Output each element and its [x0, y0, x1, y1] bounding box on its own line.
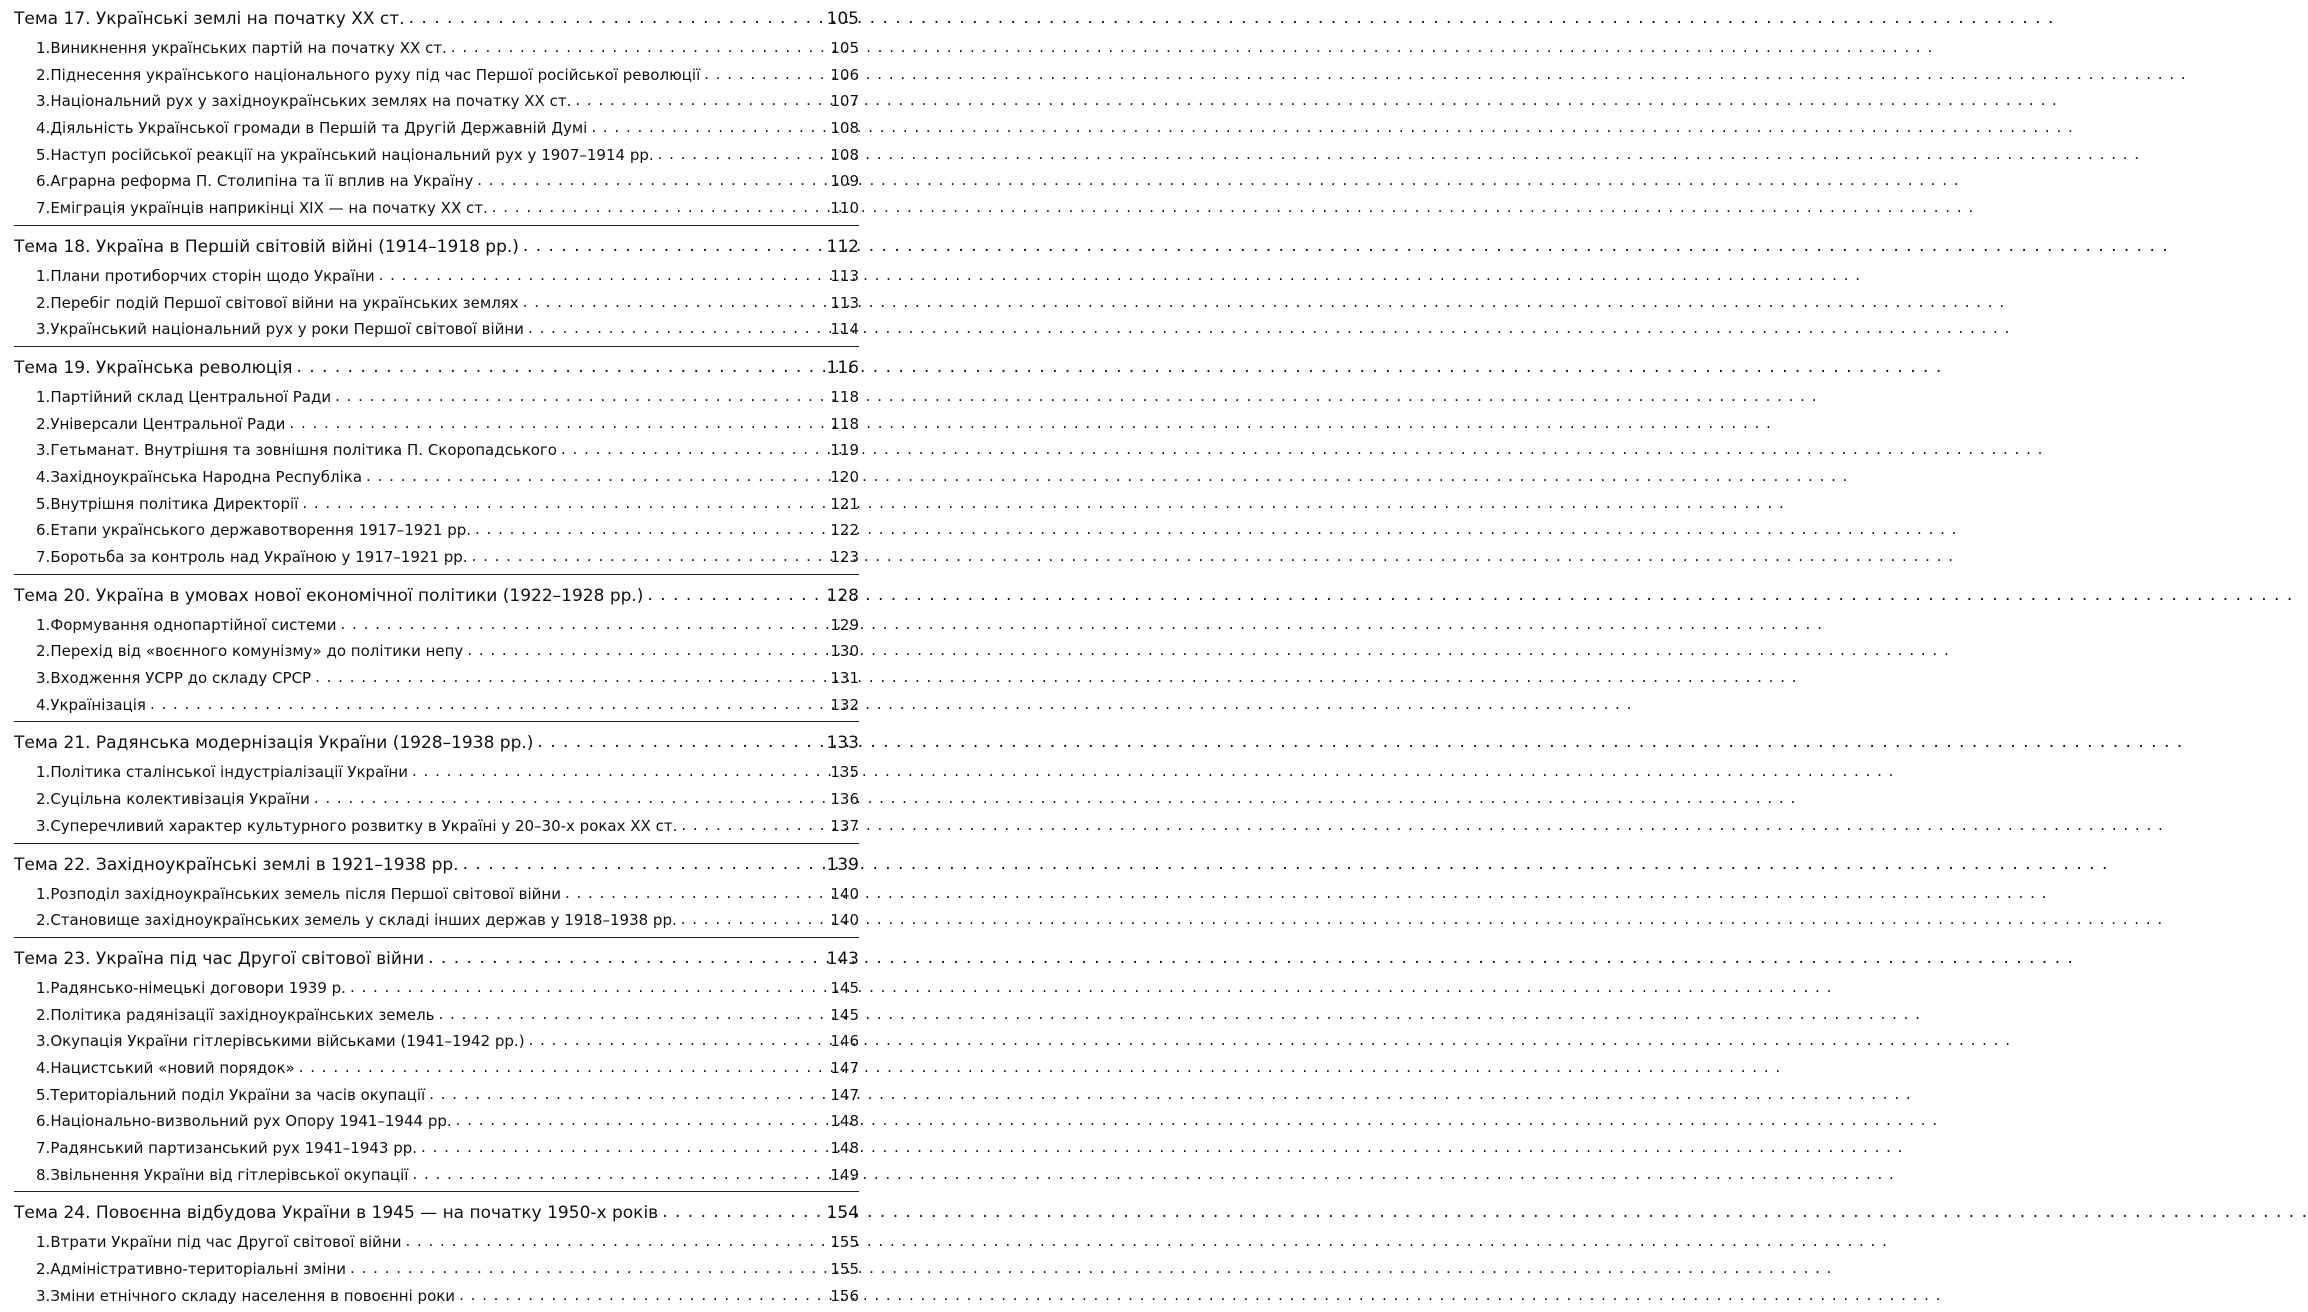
subtopic-page-number: 132 — [830, 695, 859, 714]
toc-subtopic-entry[interactable] — [14, 881, 859, 908]
dot-leader — [412, 758, 821, 785]
dot-leader — [299, 1054, 821, 1081]
subtopic-page-number: 145 — [830, 978, 859, 997]
subtopic-title: Західноукраїнська Народна Республіка — [50, 467, 363, 486]
toc-topic-section — [14, 728, 859, 843]
subtopic-page-number: 114 — [830, 320, 859, 339]
dot-leader — [314, 785, 821, 812]
subtopic-number: 6. — [36, 172, 51, 191]
subtopic-number: 2. — [36, 1005, 51, 1024]
subtopic-page-number: 105 — [830, 39, 859, 57]
subtopic-page-number: 108 — [830, 119, 859, 138]
subtopic-number: 5. — [36, 145, 51, 164]
toc-subtopic-entry[interactable] — [14, 316, 859, 343]
dot-leader — [475, 516, 821, 543]
toc-subtopic-entry[interactable] — [14, 813, 859, 840]
toc-subtopic-entry[interactable] — [14, 907, 859, 934]
toc-subtopic-entry[interactable] — [14, 786, 859, 813]
subtopic-title: Боротьба за контроль над Україною у 1917–1921 рр. — [50, 548, 468, 566]
subtopic-title: Національний рух у західноукраїнських землях на початку XX ст. — [50, 92, 572, 111]
toc-topic-section — [14, 4, 859, 226]
subtopic-page-number: 129 — [830, 615, 859, 634]
toc-subtopic-entry[interactable] — [14, 692, 859, 719]
subtopic-title: Звільнення України від гітлерівської окупації — [50, 1165, 409, 1184]
toc-subtopic-entry[interactable] — [14, 1256, 859, 1283]
subtopic-number: 7. — [36, 548, 51, 566]
topic-title: Тема 21. Радянська модернізація України (1928–1938 рр.) — [14, 733, 534, 754]
subtopic-title: Окупація України гітлерівськими військами (1941–1942 рр.) — [50, 1032, 525, 1051]
topic-page-number: 139 — [826, 854, 859, 875]
subtopic-number: 1. — [36, 615, 51, 634]
subtopic-title: Універсали Центральної Ради — [50, 414, 286, 433]
topic-page-number: 143 — [826, 948, 859, 969]
toc-subtopic-entry[interactable] — [14, 665, 859, 692]
topic-page-number: 133 — [826, 733, 859, 754]
subtopic-title: Становище західноукраїнських земель у складі інших держав у 1918–1938 рр. — [50, 911, 677, 930]
subtopic-page-number: 145 — [830, 1005, 859, 1024]
subtopic-page-number: 140 — [830, 911, 859, 930]
subtopic-number: 1. — [36, 387, 51, 406]
dot-leader — [561, 436, 821, 463]
toc-subtopic-entry[interactable] — [14, 638, 859, 665]
subtopic-number: 3. — [36, 320, 51, 339]
toc-subtopic-entry[interactable] — [14, 975, 859, 1002]
subtopic-title: Територіальний поділ України за часів окупації — [50, 1085, 426, 1104]
subtopic-title: Формування однопартійної системи — [50, 615, 337, 634]
toc-topic-entry[interactable] — [14, 728, 859, 759]
subtopic-number: 4. — [36, 467, 51, 486]
subtopic-page-number: 109 — [830, 172, 859, 191]
subtopic-title: Розподіл західноукраїнських земель після Першої світової війни — [50, 884, 561, 903]
dot-leader — [289, 410, 821, 437]
subtopic-page-number: 119 — [830, 441, 859, 460]
subtopic-page-number: 118 — [830, 387, 859, 406]
toc-topic-section — [14, 581, 859, 723]
toc-subtopic-entry[interactable] — [14, 1108, 859, 1135]
dot-leader — [315, 664, 821, 691]
subtopic-number: 8. — [36, 1165, 51, 1184]
subtopic-page-number: 113 — [830, 293, 859, 312]
subtopic-title: Національно-визвольний рух Опору 1941–1944 рр. — [50, 1112, 452, 1131]
toc-subtopic-entry[interactable] — [14, 263, 859, 290]
dot-leader — [658, 141, 821, 168]
dot-leader — [477, 167, 821, 194]
subtopic-title: Виникнення українських партій на початку XX ст. — [50, 39, 447, 57]
topic-page-number: 105 — [826, 9, 859, 29]
dot-leader — [340, 611, 821, 638]
toc-subtopic-entry[interactable] — [14, 142, 859, 169]
toc-topic-section — [14, 850, 859, 938]
topic-page-number: 112 — [826, 236, 859, 257]
subtopic-page-number: 107 — [830, 92, 859, 111]
toc-subtopic-entry[interactable] — [14, 1055, 859, 1082]
subtopic-number: 3. — [36, 441, 51, 460]
dot-leader — [439, 1001, 821, 1028]
toc-topic-entry[interactable] — [14, 944, 859, 975]
subtopic-title: Українізація — [50, 695, 146, 714]
subtopic-title: Суцільна колективізація України — [50, 790, 310, 809]
toc-subtopic-entry[interactable] — [14, 1283, 859, 1310]
toc-subtopic-entry[interactable] — [14, 411, 859, 438]
toc-topic-section — [14, 353, 859, 575]
dot-leader — [681, 906, 821, 933]
subtopic-page-number: 110 — [830, 199, 859, 218]
dot-leader — [335, 383, 821, 410]
dot-leader — [523, 231, 821, 262]
dot-leader — [662, 1197, 821, 1228]
toc-subtopic-entry[interactable] — [14, 1229, 859, 1256]
subtopic-page-number: 118 — [830, 414, 859, 433]
subtopic-number: 2. — [36, 790, 51, 809]
subtopic-page-number: 155 — [830, 1260, 859, 1279]
topic-page-number: 116 — [826, 357, 859, 378]
toc-topic-entry[interactable] — [14, 353, 859, 384]
subtopic-number: 3. — [36, 1032, 51, 1051]
dot-leader — [523, 289, 821, 316]
subtopic-number: 1. — [36, 39, 51, 57]
toc-subtopic-entry[interactable] — [14, 1082, 859, 1109]
subtopic-title: Зміни етнічного складу населення в повоєнні роки — [50, 1286, 456, 1305]
toc-subtopic-entry[interactable] — [14, 88, 859, 115]
subtopic-number: 6. — [36, 521, 51, 540]
subtopic-number: 2. — [36, 65, 51, 84]
dot-leader — [421, 1134, 821, 1161]
toc-topic-entry[interactable] — [14, 232, 859, 263]
subtopic-page-number: 147 — [830, 1085, 859, 1104]
topic-title: Тема 17. Українські землі на початку XX ст. — [14, 9, 405, 29]
dot-leader — [565, 880, 821, 907]
subtopic-number: 4. — [36, 695, 51, 714]
subtopic-title: Внутрішня політика Директорії — [50, 494, 299, 513]
subtopic-number: 2. — [36, 642, 51, 661]
topic-title: Тема 22. Західноукраїнські землі в 1921–1938 рр. — [14, 854, 459, 875]
topic-title: Тема 24. Повоєнна відбудова України в 1945 — на початку 1950-х років — [14, 1203, 659, 1224]
toc-subtopic-entry[interactable] — [14, 1162, 859, 1189]
dot-leader — [492, 194, 821, 221]
topic-title: Тема 23. Україна під час Другої світової війни — [14, 948, 425, 969]
subtopic-number: 3. — [36, 1286, 51, 1305]
subtopic-title: Адміністративно-територіальні зміни — [50, 1260, 347, 1279]
subtopic-page-number: 131 — [830, 669, 859, 688]
dot-leader — [302, 490, 821, 517]
dot-leader — [428, 943, 821, 974]
subtopic-number: 1. — [36, 978, 51, 997]
dot-leader — [681, 812, 821, 839]
subtopic-page-number: 156 — [830, 1286, 859, 1305]
dot-leader — [537, 727, 821, 758]
toc-topic-entry[interactable] — [14, 581, 859, 612]
subtopic-title: Плани протиборчих сторін щодо України — [50, 266, 375, 285]
topic-page-number: 154 — [826, 1203, 859, 1224]
toc-subtopic-entry[interactable] — [14, 35, 859, 62]
toc-subtopic-entry[interactable] — [14, 1028, 859, 1055]
subtopic-number: 2. — [36, 1260, 51, 1279]
subtopic-page-number: 136 — [830, 790, 859, 809]
toc-topic-section — [14, 944, 859, 1193]
toc-topic-section — [14, 1198, 859, 1312]
toc-subtopic-entry[interactable] — [14, 384, 859, 411]
toc-subtopic-entry[interactable] — [14, 437, 859, 464]
subtopic-number: 1. — [36, 1233, 51, 1252]
toc-subtopic-entry[interactable] — [14, 612, 859, 639]
subtopic-page-number: 149 — [830, 1165, 859, 1184]
toc-subtopic-entry[interactable] — [14, 290, 859, 317]
subtopic-title: Гетьманат. Внутрішня та зовнішня політика П. Скоропадського — [50, 441, 557, 460]
subtopic-title: Діяльність Української громади в Першій та Другій Державній Думі — [50, 119, 588, 138]
toc-subtopic-entry[interactable] — [14, 517, 859, 544]
subtopic-page-number: 148 — [830, 1139, 859, 1157]
subtopic-number: 7. — [36, 199, 51, 218]
subtopic-title: Еміграція українців наприкінці XIX — на початку XX ст. — [50, 199, 488, 218]
subtopic-page-number: 148 — [830, 1112, 859, 1131]
toc-topic-entry[interactable] — [14, 1198, 859, 1229]
subtopic-page-number: 147 — [830, 1058, 859, 1077]
table-of-contents — [0, 0, 871, 1312]
subtopic-page-number: 121 — [830, 494, 859, 513]
subtopic-page-number: 123 — [830, 548, 859, 566]
subtopic-page-number: 155 — [830, 1233, 859, 1252]
dot-leader — [647, 580, 821, 611]
subtopic-number: 5. — [36, 494, 51, 513]
subtopic-page-number: 106 — [830, 65, 859, 84]
subtopic-number: 2. — [36, 414, 51, 433]
toc-subtopic-entry[interactable] — [14, 62, 859, 89]
dot-leader — [150, 691, 821, 718]
toc-subtopic-entry[interactable] — [14, 115, 859, 142]
subtopic-number: 5. — [36, 1085, 51, 1104]
dot-leader — [472, 543, 821, 570]
subtopic-page-number: 137 — [830, 816, 859, 835]
dot-leader — [591, 114, 821, 141]
subtopic-title: Політика радянізації західноукраїнських земель — [50, 1005, 435, 1024]
dot-leader — [366, 463, 821, 490]
subtopic-title: Піднесення українського національного руху під час Першої російської революції — [50, 65, 701, 84]
topic-title: Тема 19. Українська революція — [14, 357, 293, 378]
subtopic-title: Етапи українського державотворення 1917–1921 рр. — [50, 521, 472, 540]
toc-subtopic-entry[interactable] — [14, 1002, 859, 1029]
dot-leader — [467, 637, 821, 664]
subtopic-page-number: 130 — [830, 642, 859, 661]
dot-leader — [350, 1255, 821, 1282]
subtopic-number: 1. — [36, 763, 51, 782]
subtopic-title: Нацистський «новий порядок» — [50, 1058, 295, 1077]
subtopic-number: 1. — [36, 884, 51, 903]
dot-leader — [405, 1228, 821, 1255]
dot-leader — [379, 262, 821, 289]
dot-leader — [463, 849, 821, 880]
toc-subtopic-entry[interactable] — [14, 491, 859, 518]
subtopic-title: Перебіг подій Першої світової війни на українських землях — [50, 293, 519, 312]
subtopic-title: Суперечливий характер культурного розвитку в Україні у 20–30-х роках XX ст. — [50, 816, 678, 835]
dot-leader — [528, 315, 821, 342]
dot-leader — [575, 87, 821, 114]
dot-leader — [456, 1107, 821, 1134]
dot-leader — [412, 1161, 821, 1188]
subtopic-title: Політика сталінської індустріалізації України — [50, 763, 408, 782]
subtopic-number: 3. — [36, 92, 51, 111]
toc-subtopic-entry[interactable] — [14, 759, 859, 786]
topic-title: Тема 18. Україна в Першій світовій війні (1914–1918 рр.) — [14, 236, 519, 257]
subtopic-number: 2. — [36, 293, 51, 312]
dot-leader — [529, 1027, 821, 1054]
subtopic-page-number: 122 — [830, 521, 859, 540]
subtopic-title: Наступ російської реакції на український національний рух у 1907–1914 рр. — [50, 145, 654, 164]
dot-leader — [704, 61, 821, 88]
subtopic-title: Втрати України під час Другої світової війни — [50, 1233, 402, 1252]
topic-title: Тема 20. Україна в умовах нової економічної політики (1922–1928 рр.) — [14, 585, 644, 606]
toc-topic-entry[interactable] — [14, 850, 859, 881]
subtopic-page-number: 146 — [830, 1032, 859, 1051]
subtopic-page-number: 113 — [830, 266, 859, 285]
subtopic-title: Аграрна реформа П. Столипіна та її вплив на Україну — [50, 172, 474, 191]
subtopic-number: 3. — [36, 669, 51, 688]
toc-subtopic-entry[interactable] — [14, 1135, 859, 1162]
dot-leader — [451, 34, 821, 61]
subtopic-title: Радянський партизанський рух 1941–1943 рр. — [50, 1139, 418, 1157]
subtopic-number: 7. — [36, 1139, 51, 1157]
toc-subtopic-entry[interactable] — [14, 168, 859, 195]
dot-leader — [409, 3, 821, 34]
dot-leader — [350, 974, 821, 1001]
topic-page-number: 128 — [826, 585, 859, 606]
subtopic-title: Входження УСРР до складу СРСР — [50, 669, 312, 688]
subtopic-title: Український національний рух у роки Першої світової війни — [50, 320, 524, 339]
toc-topic-entry[interactable] — [14, 4, 859, 35]
subtopic-number: 4. — [36, 119, 51, 138]
toc-subtopic-entry[interactable] — [14, 195, 859, 222]
subtopic-number: 4. — [36, 1058, 51, 1077]
subtopic-number: 2. — [36, 911, 51, 930]
subtopic-number: 6. — [36, 1112, 51, 1131]
subtopic-page-number: 108 — [830, 145, 859, 164]
subtopic-number: 3. — [36, 816, 51, 835]
subtopic-title: Партійний склад Центральної Ради — [50, 387, 332, 406]
dot-leader — [429, 1081, 821, 1108]
subtopic-page-number: 120 — [830, 467, 859, 486]
subtopic-number: 1. — [36, 266, 51, 285]
dot-leader — [296, 352, 821, 383]
dot-leader — [459, 1282, 821, 1309]
subtopic-page-number: 135 — [830, 763, 859, 782]
toc-subtopic-entry[interactable] — [14, 464, 859, 491]
subtopic-page-number: 140 — [830, 884, 859, 903]
subtopic-title: Перехід від «воєнного комунізму» до політики непу — [50, 642, 464, 661]
subtopic-title: Радянсько-німецькі договори 1939 р. — [50, 978, 346, 997]
toc-topic-section — [14, 232, 859, 347]
toc-subtopic-entry[interactable] — [14, 544, 859, 571]
